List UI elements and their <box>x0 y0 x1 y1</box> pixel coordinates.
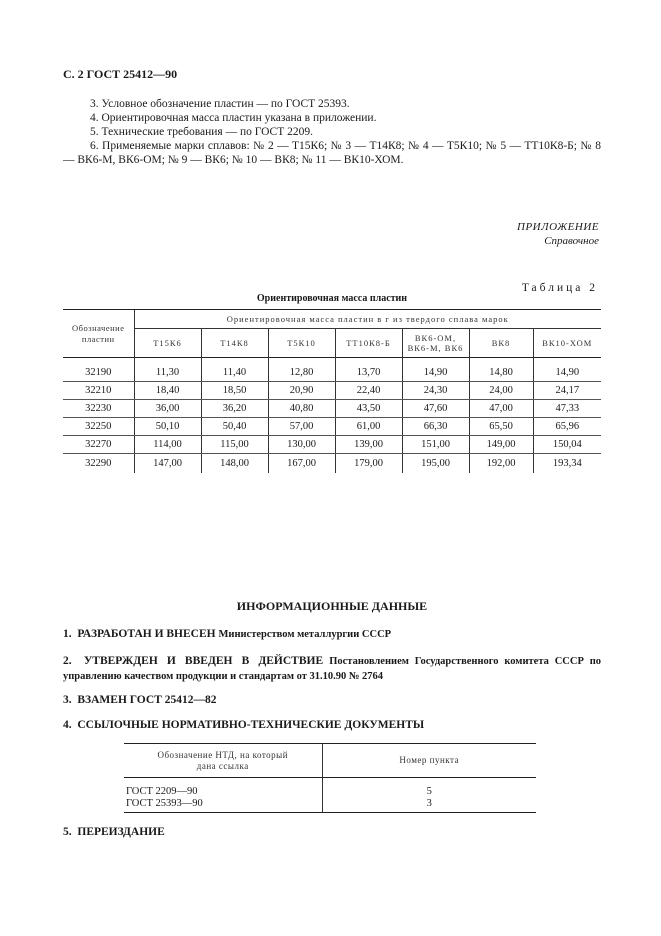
cell: 24,17 <box>533 382 601 400</box>
col-header-point: Номер пункта <box>322 744 536 778</box>
col-header-vk6-line1: ВК6-ОМ, <box>414 333 457 343</box>
item-text: Министерством металлургии СССР <box>218 629 392 640</box>
item-lead: ССЫЛОЧНЫЕ НОРМАТИВНО-ТЕХНИЧЕСКИЕ ДОКУМЕНТЫ <box>77 719 425 731</box>
cell: 195,00 <box>402 454 469 474</box>
item-lead: РАЗРАБОТАН И ВНЕСЕН <box>77 628 216 640</box>
table-row <box>124 798 536 813</box>
table-row <box>63 436 601 454</box>
cell: 32210 <box>63 382 134 400</box>
cell: 65,96 <box>533 418 601 436</box>
appendix-label <box>517 220 599 248</box>
cell: 13,70 <box>335 364 402 382</box>
cell: 114,00 <box>134 436 201 454</box>
table-row <box>63 418 601 436</box>
cell: 14,80 <box>469 364 533 382</box>
cell: 151,00 <box>402 436 469 454</box>
cell: 18,40 <box>134 382 201 400</box>
cell: 65,50 <box>469 418 533 436</box>
cell: 12,80 <box>268 364 335 382</box>
cell: 32270 <box>63 436 134 454</box>
cell: 3 <box>322 798 536 813</box>
table-number: Таблица 2 <box>521 282 598 294</box>
col-header-t15k6: Т15К6 <box>134 329 201 358</box>
body-text <box>63 97 601 167</box>
cell: 32250 <box>63 418 134 436</box>
info-item-2 <box>63 654 601 684</box>
cell: 18,50 <box>201 382 268 400</box>
group-header: Ориентировочная масса пластин в г из твердого сплава марок <box>134 310 601 329</box>
item-lead: ПЕРЕИЗДАНИЕ <box>77 826 165 838</box>
cell: 11,30 <box>134 364 201 382</box>
table-row <box>63 382 601 400</box>
info-item-1 <box>63 627 601 642</box>
cell: 36,00 <box>134 400 201 418</box>
cell: 130,00 <box>268 436 335 454</box>
paragraph-5: 5. Технические требования — по ГОСТ 2209. <box>90 126 313 138</box>
col-header-ntd-line1: Обозначение НТД, на который <box>157 749 289 760</box>
cell: 179,00 <box>335 454 402 474</box>
appendix-subtitle: Справочное <box>544 235 599 247</box>
info-item-5 <box>63 825 601 839</box>
col-header-ntd-line2: дана ссылка <box>196 760 249 771</box>
cell: 47,60 <box>402 400 469 418</box>
table-row <box>124 786 536 798</box>
cell: 192,00 <box>469 454 533 474</box>
table-row <box>63 454 601 474</box>
col-header-vk8: ВК8 <box>469 329 533 358</box>
item-lead: УТВЕРЖДЕН И ВВЕДЕН В ДЕЙСТВИЕ <box>83 655 324 667</box>
page-header: С. 2 ГОСТ 25412—90 <box>63 67 178 81</box>
cell: 36,20 <box>201 400 268 418</box>
cell: 22,40 <box>335 382 402 400</box>
col-header-tt10k8b: ТТ10К8-Б <box>335 329 402 358</box>
cell: 139,00 <box>335 436 402 454</box>
cell: 43,50 <box>335 400 402 418</box>
paragraph-4: 4. Ориентировочная масса пластин указана в приложении. <box>90 112 377 124</box>
col-header-vk6-line2: ВК6-М, ВК6 <box>407 343 464 353</box>
paragraph-3: 3. Условное обозначение пластин — по ГОСТ 25393. <box>90 98 350 110</box>
item-lead: ВЗАМЕН ГОСТ 25412—82 <box>77 694 217 706</box>
cell: 193,34 <box>533 454 601 474</box>
cell: 147,00 <box>134 454 201 474</box>
item-number: 2. <box>63 655 72 667</box>
cell: 14,90 <box>533 364 601 382</box>
cell: 24,30 <box>402 382 469 400</box>
cell: 66,30 <box>402 418 469 436</box>
cell: 115,00 <box>201 436 268 454</box>
info-item-4 <box>63 718 601 732</box>
cell: 5 <box>322 786 536 798</box>
table-row <box>63 400 601 418</box>
table-row <box>63 364 601 382</box>
table-title: Ориентировочная масса пластин <box>256 293 408 304</box>
cell: 57,00 <box>268 418 335 436</box>
item-number: 3. <box>63 694 72 706</box>
cell: 32290 <box>85 458 112 469</box>
cell: 148,00 <box>201 454 268 474</box>
item-text: Постановлением Государственного комитета СССР по управлению качеством продукции и стандартам от 31.10.90 № 2764 <box>63 656 602 682</box>
paragraph-6: 6. Применяемые марки сплавов: № 2 — Т15К6; № 3 — Т14К8; № 4 — Т5К10; № 5 — ТТ10К8-Б; № 8 — ВК6-М, ВК6-ОМ; № 9 — ВК6; № 10 — ВК8; № 11 — ВК10-ХОМ. <box>63 140 601 166</box>
cell: ГОСТ 25393—90 <box>124 798 322 813</box>
col-header-ntd <box>124 744 322 778</box>
mass-table <box>63 309 601 473</box>
item-number: 5. <box>63 826 72 838</box>
cell: 149,00 <box>469 436 533 454</box>
cell: 150,04 <box>533 436 601 454</box>
cell: 40,80 <box>268 400 335 418</box>
cell: 14,90 <box>402 364 469 382</box>
col-header-t14k8: Т14К8 <box>201 329 268 358</box>
col-header-vk10xom: ВК10-ХОМ <box>533 329 601 358</box>
info-item-3 <box>63 693 601 707</box>
cell: 11,40 <box>201 364 268 382</box>
col-header-designation: Обозначение пластин <box>63 310 134 358</box>
appendix-title: ПРИЛОЖЕНИЕ <box>517 221 599 233</box>
cell: 61,00 <box>335 418 402 436</box>
cell: 167,00 <box>268 454 335 474</box>
cell: 50,40 <box>201 418 268 436</box>
info-title: ИНФОРМАЦИОННЫЕ ДАННЫЕ <box>236 599 428 613</box>
cell: ГОСТ 2209—90 <box>126 786 198 797</box>
cell: 32190 <box>63 364 134 382</box>
item-number: 4. <box>63 719 72 731</box>
cell: 20,90 <box>268 382 335 400</box>
cell: 50,10 <box>134 418 201 436</box>
cell: 47,00 <box>469 400 533 418</box>
item-number: 1. <box>63 628 72 640</box>
cell: 32230 <box>63 400 134 418</box>
cell: 47,33 <box>533 400 601 418</box>
ntd-table <box>124 743 536 813</box>
col-header-vk6 <box>402 329 469 358</box>
col-header-t5k10: Т5К10 <box>268 329 335 358</box>
cell: 24,00 <box>469 382 533 400</box>
